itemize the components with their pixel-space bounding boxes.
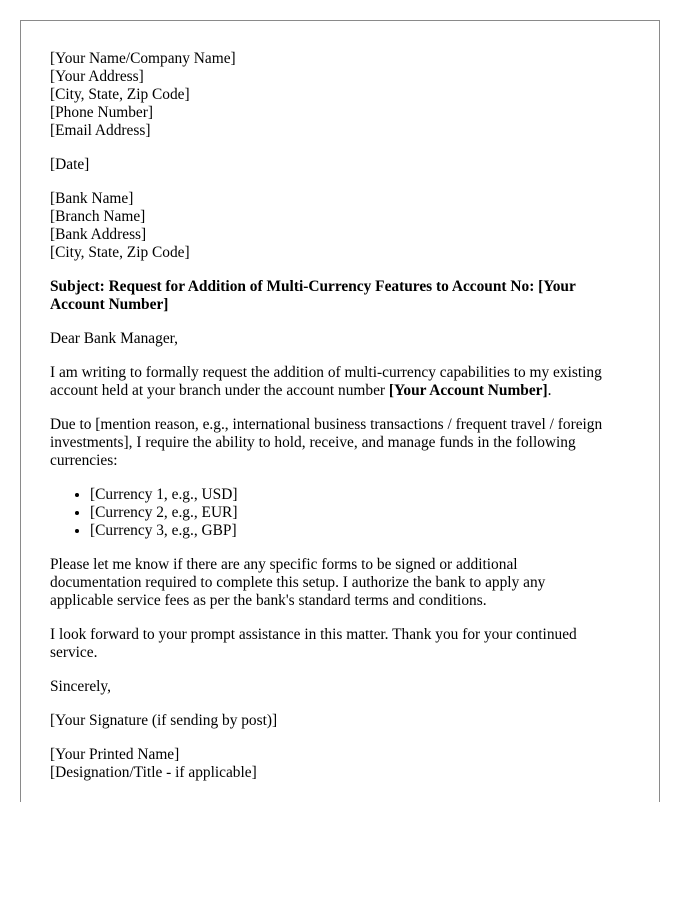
paragraph-request bbox=[50, 364, 640, 400]
signature-placeholder: [Your Signature (if sending by post)] bbox=[50, 712, 278, 729]
paragraph-request-prefix: account held at your branch under the account number bbox=[50, 382, 389, 399]
recipient-bank-address: [Bank Address] bbox=[50, 226, 147, 243]
paragraph-forms-line: applicable service fees as per the bank's standard terms and conditions. bbox=[50, 592, 487, 609]
paragraph-forms-line: documentation required to complete this setup. I authorize the bank to apply any bbox=[50, 574, 546, 591]
recipient-bank-name: [Bank Name] bbox=[50, 190, 134, 207]
sender-address: [Your Address] bbox=[50, 68, 144, 85]
list-item: • [Currency 1, e.g., USD] bbox=[90, 486, 640, 504]
paragraph-closing-line: service. bbox=[50, 644, 98, 661]
recipient-city-state-zip: [City, State, Zip Code] bbox=[50, 244, 190, 261]
paragraph-reason bbox=[50, 416, 640, 470]
designation: [Designation/Title - if applicable] bbox=[50, 764, 257, 781]
printed-name: [Your Printed Name] bbox=[50, 746, 180, 763]
paragraph-forms bbox=[50, 556, 640, 610]
salutation: Dear Bank Manager, bbox=[50, 330, 179, 347]
sender-city-state-zip: [City, State, Zip Code] bbox=[50, 86, 190, 103]
letter-date: [Date] bbox=[50, 156, 90, 173]
sender-name: [Your Name/Company Name] bbox=[50, 50, 236, 67]
signoff-block bbox=[50, 746, 640, 782]
subject-line-1: Subject: Request for Addition of Multi-Currency Features to Account No: [Your bbox=[50, 278, 576, 295]
list-item: • [Currency 2, e.g., EUR] bbox=[90, 504, 640, 522]
recipient-branch-name: [Branch Name] bbox=[50, 208, 146, 225]
subject-line-2: Account Number] bbox=[50, 296, 169, 313]
sender-email: [Email Address] bbox=[50, 122, 151, 139]
paragraph-reason-line: currencies: bbox=[50, 452, 118, 469]
paragraph-closing-line: I look forward to your prompt assistance in this matter. Thank you for your continued bbox=[50, 626, 577, 643]
list-item: • [Currency 3, e.g., GBP] bbox=[90, 522, 640, 540]
closing: Sincerely, bbox=[50, 678, 111, 695]
sender-phone: [Phone Number] bbox=[50, 104, 154, 121]
paragraph-request-line-2 bbox=[50, 382, 640, 400]
paragraph-forms-line: Please let me know if there are any specific forms to be signed or additional bbox=[50, 556, 518, 573]
paragraph-closing-remarks bbox=[50, 626, 640, 662]
paragraph-request-line-1: I am writing to formally request the addition of multi-currency capabilities to my existing bbox=[50, 364, 602, 381]
letter-page bbox=[20, 20, 660, 802]
paragraph-reason-line: Due to [mention reason, e.g., international business transactions / frequent travel / foreign bbox=[50, 416, 603, 433]
letter-content bbox=[50, 50, 640, 782]
currency-list bbox=[50, 486, 640, 540]
account-number-placeholder: [Your Account Number] bbox=[388, 382, 548, 399]
paragraph-request-suffix: . bbox=[547, 382, 552, 399]
subject-line bbox=[50, 278, 640, 314]
date-block bbox=[50, 156, 640, 174]
recipient-block bbox=[50, 190, 640, 262]
paragraph-reason-line: investments], I require the ability to hold, receive, and manage funds in the following bbox=[50, 434, 576, 451]
sender-block bbox=[50, 50, 640, 140]
